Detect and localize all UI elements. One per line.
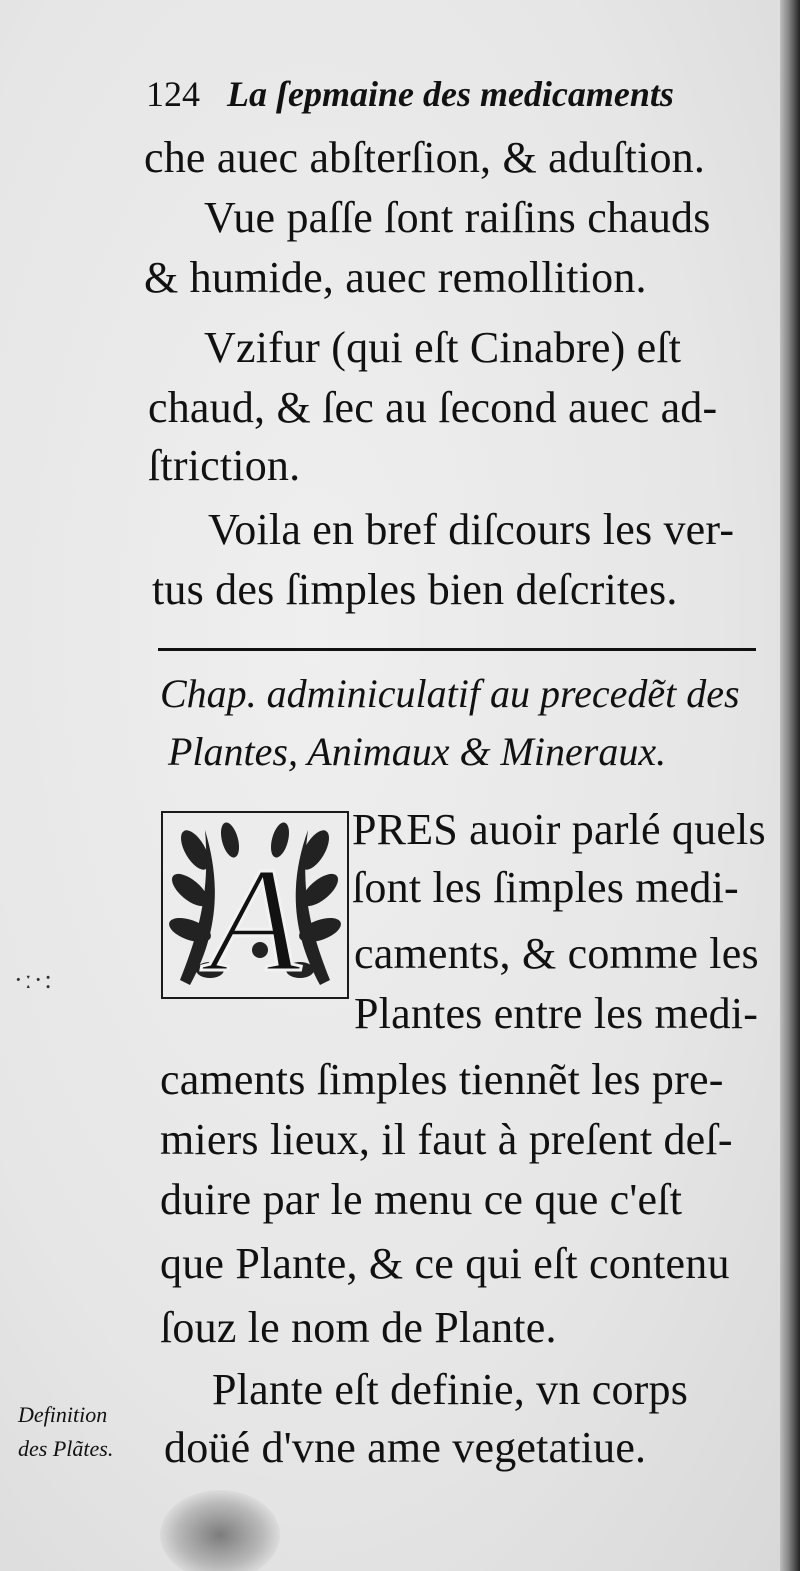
page-header [146, 72, 674, 116]
text-line: che auec abſterſion, & aduſtion. [144, 133, 706, 182]
chapter-title-line-1: Chap. adminiculatif au precedẽt des [160, 671, 740, 716]
text-line: tus des ſimples bien deſcrites. [152, 565, 678, 614]
section-rule [158, 648, 756, 651]
text-line: ſouz le nom de Plante. [160, 1303, 557, 1352]
running-title: La ſepmaine des medicaments [227, 74, 674, 114]
text-line: Voila en bref diſcours les ver- [208, 505, 735, 554]
dropcap-ornament [160, 810, 350, 1000]
text-line: & humide, auec remollition. [144, 253, 647, 302]
text-line: Vzifur (qui eſt Cinabre) eſt [204, 323, 682, 372]
text-line: Plante eſt definie, vn corps [212, 1365, 689, 1414]
text-line: caments, & comme les [354, 929, 759, 978]
ink-smudge [160, 1490, 280, 1571]
text-span: auoir parlé quels [469, 805, 766, 854]
page-number: 124 [146, 74, 200, 114]
text-line: caments ſimples tiennẽt les pre- [160, 1055, 724, 1104]
text-line: ſtriction. [148, 441, 301, 490]
text-line [352, 800, 766, 860]
dropcap-letter: A [209, 837, 301, 1000]
text-line: ſont les ſimples medi- [352, 863, 739, 912]
text-line: Plantes entre les medi- [354, 989, 759, 1038]
text-line: Vue paſſe ſont raiſins chauds [204, 193, 711, 242]
text-line: chaud, & ſec au ſecond auec ad- [148, 383, 718, 432]
first-word: PRES [352, 805, 458, 854]
text-line: duire par le menu ce que c'eſt [160, 1175, 683, 1224]
margin-note-line-2: des Plãtes. [18, 1436, 114, 1461]
margin-note-line-1: Definition [18, 1402, 108, 1427]
text-line: que Plante, & ce qui eſt contenu [160, 1239, 730, 1288]
text-line: miers lieux, il faut à preſent deſ- [160, 1115, 733, 1164]
stray-mark: ·ː·: [14, 965, 54, 994]
page-edge-shadow [780, 0, 800, 1571]
text-line: doüé d'vne ame vegetatiue. [164, 1423, 647, 1472]
chapter-title-line-2: Plantes, Animaux & Mineraux. [168, 729, 667, 774]
